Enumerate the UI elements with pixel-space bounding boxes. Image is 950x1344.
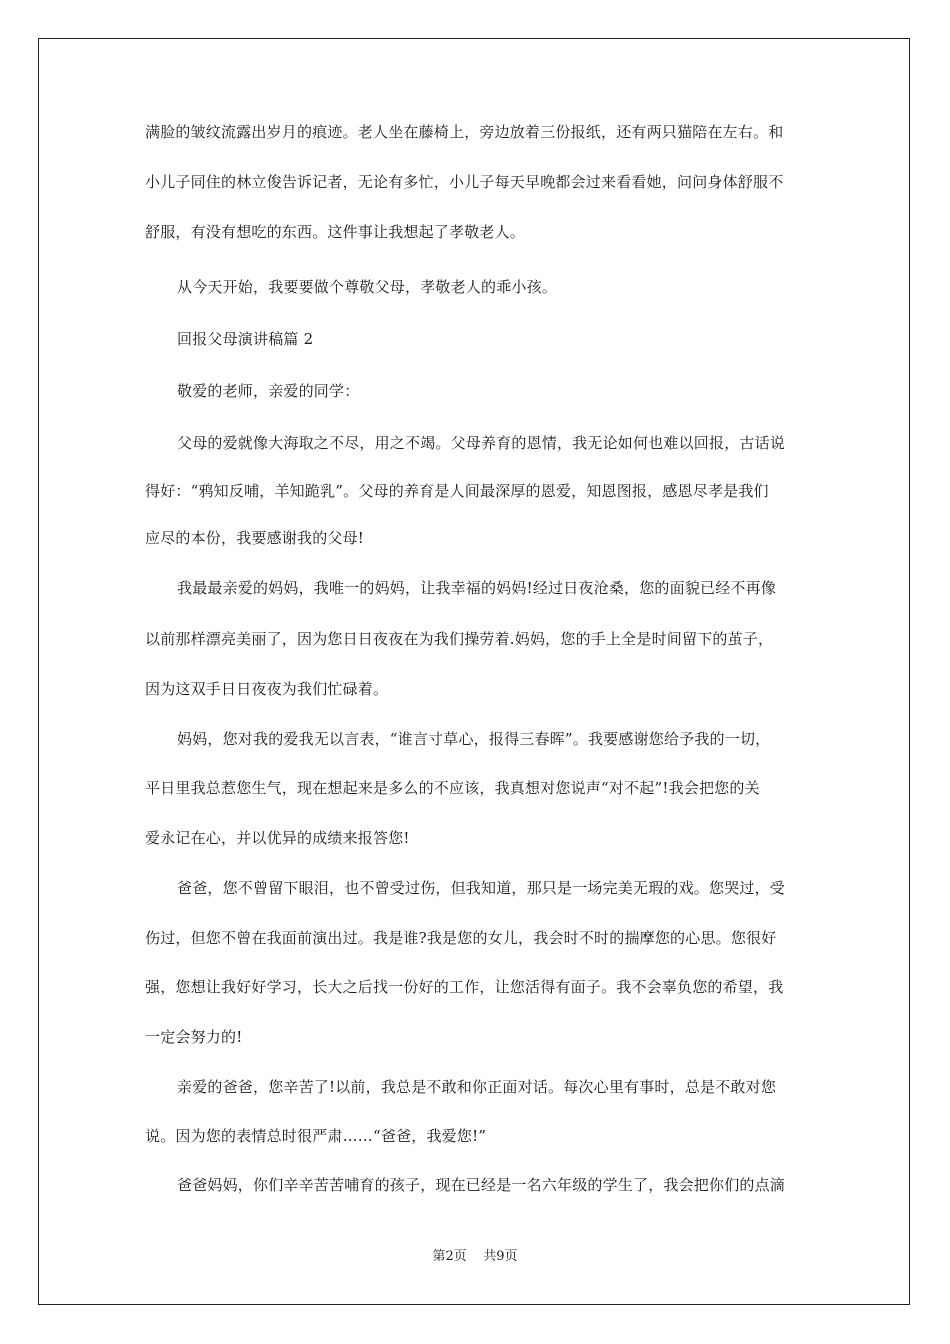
text-line: 爱永记在心，并以优异的成绩来报答您! xyxy=(145,829,410,847)
text-line: 应尽的本份，我要感谢我的父母! xyxy=(145,529,365,547)
text-line: 平日里我总惹您生气，现在想起来是多么的不应该，我真想对您说声“对不起”!我会把您的关 xyxy=(145,779,760,797)
text-line: 从今天开始，我要要做个尊敬父母，孝敬老人的乖小孩。 xyxy=(177,278,558,296)
text-line: 得好：“鸦知反哺，羊知跪乳”。父母的养育是人间最深厚的恩爱，知恩图报，感恩尽孝是我们 xyxy=(145,482,769,500)
text-line: 因为这双手日日夜夜为我们忙碌着。 xyxy=(145,680,389,698)
text-line: 一定会努力的! xyxy=(145,1028,243,1046)
text-line: 伤过，但您不曾在我面前演出过。我是谁?我是您的女儿，我会时不时的揣摩您的心思。您很好 xyxy=(145,929,777,947)
text-line: 小儿子同住的林立俊告诉记者，无论有多忙，小儿子每天早晚都会过来看看她，问问身体舒服不 xyxy=(145,173,784,191)
text-line: 说。因为您的表情总时很严肃……“爸爸，我爱您!” xyxy=(145,1127,487,1145)
text-line: 父母的爱就像大海取之不尽，用之不竭。父母养育的恩情，我无论如何也难以回报，古话说 xyxy=(177,434,786,452)
text-line: 我最最亲爱的妈妈，我唯一的妈妈，让我幸福的妈妈!经过日夜沧桑，您的面貌已经不再像 xyxy=(177,579,777,597)
text-line: 亲爱的爸爸，您辛苦了!以前，我总是不敢和你正面对话。每次心里有事时，总是不敢对您 xyxy=(177,1078,777,1096)
text-line: 舒服，有没有想吃的东西。这件事让我想起了孝敬老人。 xyxy=(145,223,526,241)
text-line: 满脸的皱纹流露出岁月的痕迹。老人坐在藤椅上，旁边放着三份报纸，还有两只猫陪在左右。和 xyxy=(145,123,784,141)
page-footer: 第2页 共9页 xyxy=(432,1249,518,1264)
section-heading: 回报父母演讲稿篇 2 xyxy=(177,330,314,348)
text-line: 爸爸，您不曾留下眼泪，也不曾受过伤，但我知道，那只是一场完美无瑕的戏。您哭过，受 xyxy=(177,879,786,897)
text-line: 强，您想让我好好学习，长大之后找一份好的工作，让您活得有面子。我不会辜负您的希望，我 xyxy=(145,978,784,996)
salutation: 敬爱的老师，亲爱的同学： xyxy=(177,382,360,400)
text-line: 爸爸妈妈，你们辛辛苦苦哺育的孩子，现在已经是一名六年级的学生了，我会把你们的点滴 xyxy=(177,1176,786,1194)
text-line: 以前那样漂亮美丽了，因为您日日夜夜在为我们操劳着.妈妈，您的手上全是时间留下的茧子， xyxy=(145,630,774,648)
text-line: 妈妈，您对我的爱我无以言表，“谁言寸草心，报得三春晖”。我要感谢您给予我的一切， xyxy=(177,730,771,748)
